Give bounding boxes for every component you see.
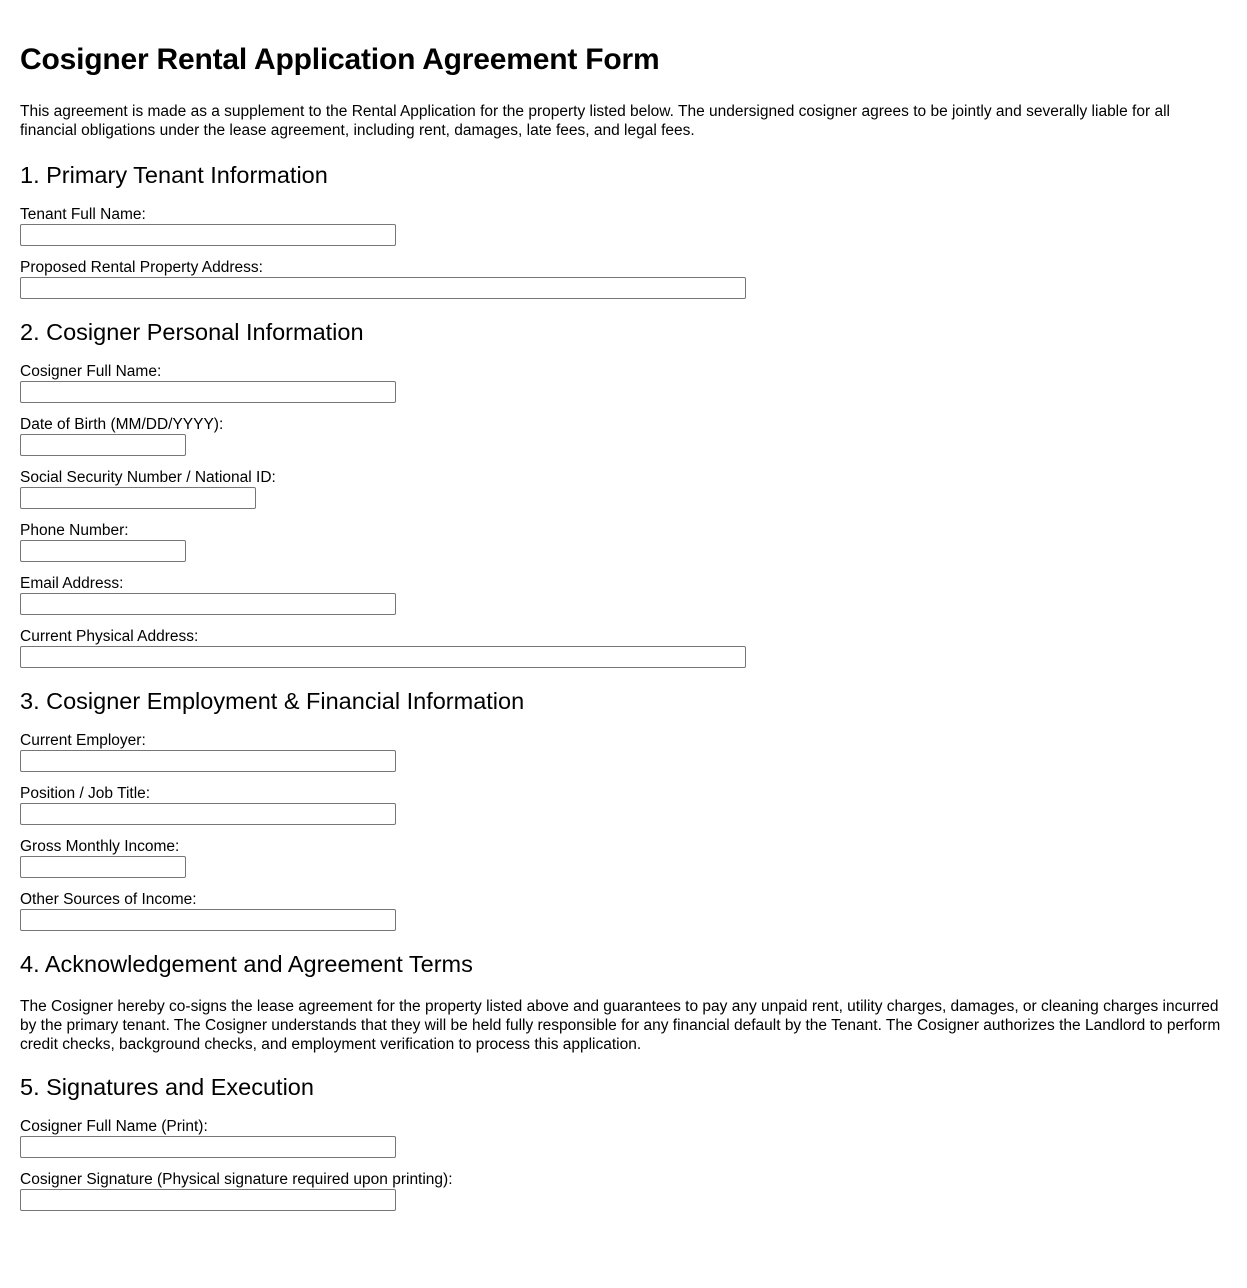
- phone-input[interactable]: [20, 540, 186, 562]
- property-address-group: [20, 258, 1227, 299]
- ssn-label: Social Security Number / National ID:: [20, 469, 276, 486]
- other-income-label: Other Sources of Income:: [20, 891, 197, 908]
- print-name-label: Cosigner Full Name (Print):: [20, 1118, 208, 1135]
- property-address-input[interactable]: [20, 277, 746, 299]
- dob-label: Date of Birth (MM/DD/YYYY):: [20, 416, 224, 433]
- primary-tenant-fields: [20, 205, 1227, 299]
- tenant-name-input[interactable]: [20, 224, 396, 246]
- signature-group: [20, 1170, 1227, 1211]
- email-group: [20, 574, 1227, 615]
- cosigner-name-input[interactable]: [20, 381, 396, 403]
- email-input[interactable]: [20, 593, 396, 615]
- section-heading-acknowledgement: 4. Acknowledgement and Agreement Terms: [20, 951, 473, 977]
- phone-group: [20, 521, 1227, 562]
- agreement-terms-text: The Cosigner hereby co-signs the lease agreement for the property listed above and guarantees to pay any unpaid rent, utility charges, damages, or cleaning charges incurred by the primary tenant. The Cosigner understands that they will be held fully responsible for any financial default by the Tenant. The Cosigner authorizes the Landlord to perform credit checks, background checks, and employment verification to process this application.: [20, 998, 1221, 1053]
- job-title-group: [20, 784, 1227, 825]
- email-label: Email Address:: [20, 575, 124, 592]
- ssn-group: [20, 468, 1227, 509]
- current-address-input[interactable]: [20, 646, 746, 668]
- tenant-name-group: [20, 205, 1227, 246]
- monthly-income-label: Gross Monthly Income:: [20, 838, 180, 855]
- section-heading-signatures: 5. Signatures and Execution: [20, 1074, 314, 1100]
- cosigner-name-group: [20, 362, 1227, 403]
- ssn-input[interactable]: [20, 487, 256, 509]
- page-title: Cosigner Rental Application Agreement Form: [20, 43, 660, 76]
- other-income-input[interactable]: [20, 909, 396, 931]
- job-title-label: Position / Job Title:: [20, 785, 151, 802]
- signature-label: Cosigner Signature (Physical signature required upon printing):: [20, 1171, 453, 1188]
- print-name-group: [20, 1117, 1227, 1158]
- dob-group: [20, 415, 1227, 456]
- section-heading-cosigner-personal: 2. Cosigner Personal Information: [20, 319, 364, 345]
- job-title-input[interactable]: [20, 803, 396, 825]
- employer-label: Current Employer:: [20, 732, 146, 749]
- signature-input[interactable]: [20, 1189, 396, 1211]
- employer-group: [20, 731, 1227, 772]
- section-heading-primary-tenant: 1. Primary Tenant Information: [20, 162, 328, 188]
- phone-label: Phone Number:: [20, 522, 129, 539]
- current-address-group: [20, 627, 1227, 668]
- print-name-input[interactable]: [20, 1136, 396, 1158]
- cosigner-name-label: Cosigner Full Name:: [20, 363, 162, 380]
- signature-fields: [20, 1117, 1227, 1211]
- employment-financial-fields: [20, 731, 1227, 931]
- employer-input[interactable]: [20, 750, 396, 772]
- section-heading-employment-financial: 3. Cosigner Employment & Financial Information: [20, 688, 525, 714]
- current-address-label: Current Physical Address:: [20, 628, 199, 645]
- tenant-name-label: Tenant Full Name:: [20, 206, 146, 223]
- cosigner-personal-fields: [20, 362, 1227, 668]
- intro-paragraph: This agreement is made as a supplement to the Rental Application for the property listed below. The undersigned cosigner agrees to be jointly and severally liable for all financial obligations under the lease agreement, including rent, damages, late fees, and legal fees.: [20, 103, 1170, 139]
- other-income-group: [20, 890, 1227, 931]
- property-address-label: Proposed Rental Property Address:: [20, 259, 263, 276]
- dob-input[interactable]: [20, 434, 186, 456]
- monthly-income-group: [20, 837, 1227, 878]
- monthly-income-input[interactable]: [20, 856, 186, 878]
